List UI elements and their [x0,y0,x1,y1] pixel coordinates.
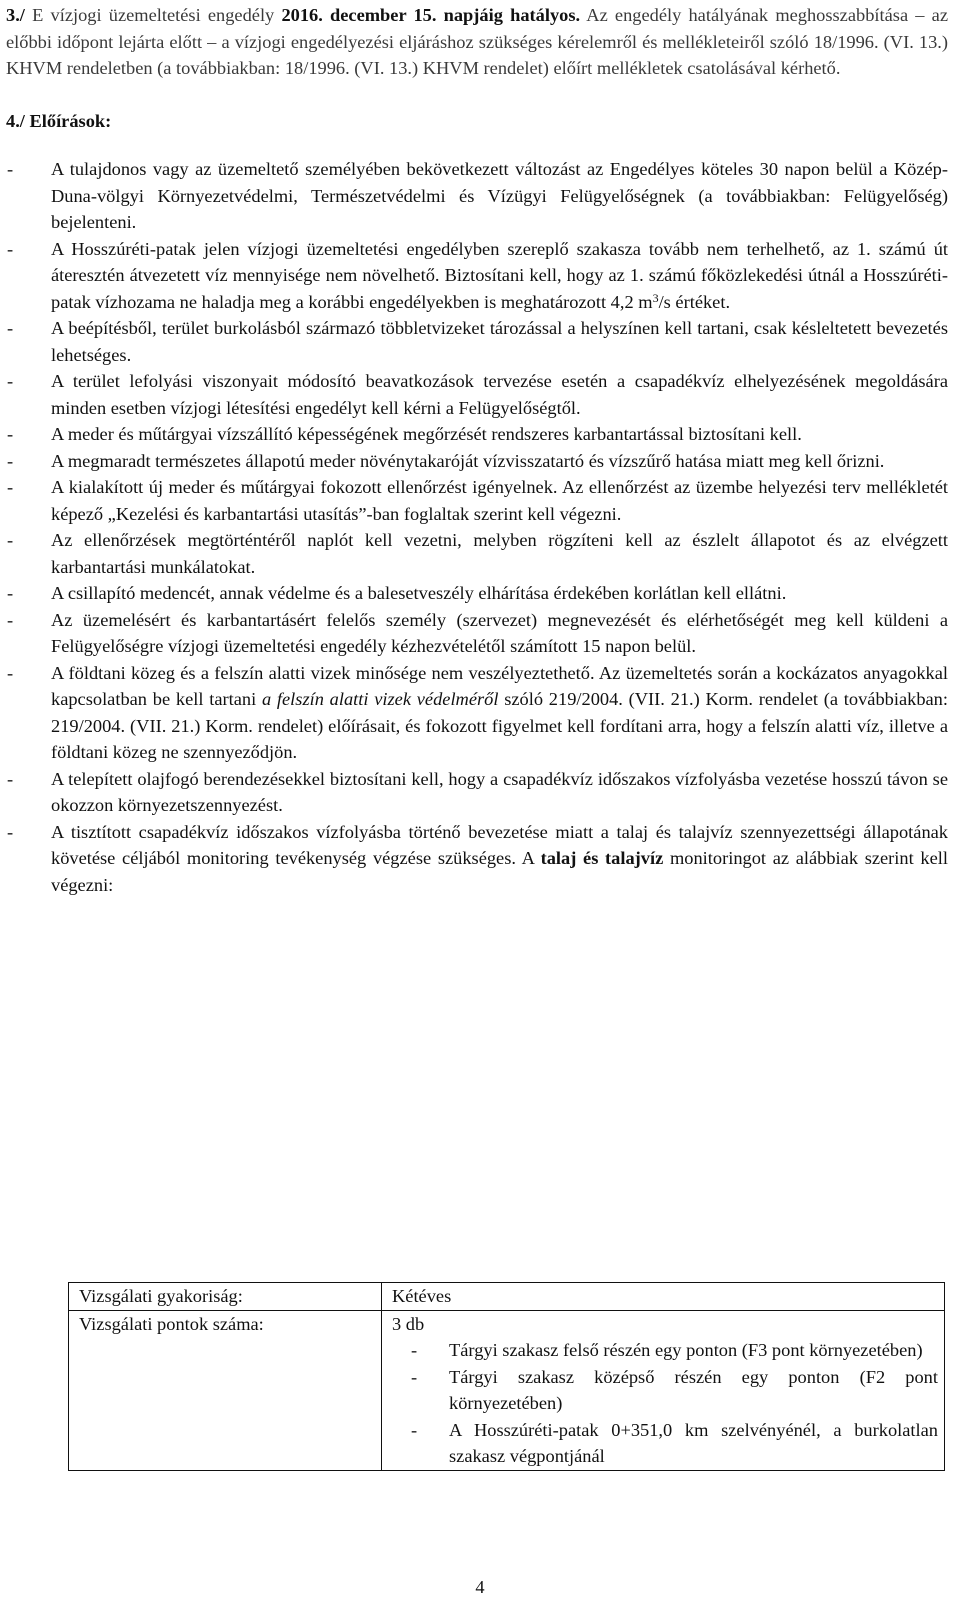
sampling-points-list [392,1337,938,1470]
table-cell-label: Vizsgálati gyakoriság: [69,1283,382,1311]
requirement-text: A meder és műtárgyai vízszállító képességének megőrzését rendszeres karbantartással biztosítani kell. [51,424,802,444]
requirement-item [6,660,948,766]
bullet-dash: - [7,530,14,550]
bullet-dash: - [7,159,14,179]
requirement-item [6,315,948,368]
requirement-item [6,819,948,899]
bullet-dash: - [7,821,14,842]
sampling-point [392,1417,938,1470]
table-cell-label: Vizsgálati pontok száma: [69,1310,382,1470]
table-row [69,1283,945,1311]
requirement-item [6,421,948,448]
section-3-paragraph [6,2,948,82]
sampling-point-text: Tárgyi szakasz középső részén egy ponton (F2 pont környezetében) [449,1366,938,1413]
requirement-item [6,527,948,580]
points-count: 3 db [392,1313,425,1334]
section-3-number: 3./ [6,5,25,25]
italic-title: a felszín alatti vizek védelméről [261,689,499,709]
bullet-dash: - [7,371,14,391]
requirement-item [6,607,948,660]
bullet-dash: - [411,1419,418,1440]
bullet-dash: - [7,583,14,603]
requirement-text: A tulajdonos vagy az üzemeltető személyében bekövetkezett változást az Engedélyes köteles 30 napon belül a Közép-Duna-völgyi Környezetvédelmi, Természetvédelmi és Vízügyi Felügyelőségnek (a továbbiakban: Felügyelőség) bejelenteni. [51,159,948,232]
bullet-dash: - [7,477,14,497]
bullet-dash: - [411,1340,418,1360]
validity-date: 2016. december 15. napjáig hatályos. [281,5,581,25]
requirement-text: A beépítésből, terület burkolásból származó többletvizeket tározással a helyszínen kell tartani, csak késleltetett bevezetés lehetséges. [51,318,948,365]
requirement-text: A csillapító medencét, annak védelme és a balesetveszély elhárítása érdekében korlátlan kell ellátni. [51,583,787,603]
requirement-item [6,156,948,236]
requirement-text: A földtani közeg és a felszín alatti vizek minősége nem veszélyeztethető. Az üzemeltetés során a kockázatos anyagokkal kapcsolatban be kell tartani [51,662,948,709]
spacer [6,82,948,108]
bullet-dash: - [7,424,14,444]
requirement-text-end: monitoringot az alábbiak szerint kell végezni: [51,848,948,895]
monitoring-table [68,1282,945,1471]
requirement-text: A kialakított új meder és műtárgyai fokozott ellenőrzést igényelnek. Az ellenőrzést az üzembe helyezési terv mellékletét képező „Kezelési és karbantartási utasítás”-ban foglaltak szerint kell végezni. [51,477,948,524]
requirement-text: A telepített olajfogó berendezésekkel biztosítani kell, hogy a csapadékvíz időszakos vízfolyásba vezetése hosszú távon se okozzon környezetszennyezést. [51,768,948,815]
requirement-text-end: szóló 219/2004. (VII. 21.) Korm. rendelet (a továbbiakban: 219/2004. (VII. 21.) Korm. rendelet) előírásait, és fokozott figyelmet kell fordítani arra, hogy a felszín alatti víz, illetve a földtani közeg ne szennyeződjön. [51,689,948,762]
table-row [69,1310,945,1470]
page-number: 4 [475,1577,485,1597]
bullet-dash: - [7,238,14,259]
bullet-dash: - [7,318,14,338]
bullet-dash: - [7,450,14,471]
sampling-point [392,1364,938,1417]
bold-phrase: talaj és talajvíz [540,848,664,868]
requirement-text-end: /s értéket. [658,291,731,312]
document-page [6,2,948,898]
requirement-text: A Hosszúréti-patak jelen vízjogi üzemeltetési engedélyben szereplő szakasza tovább nem terhelhető, az 1. számú út áteresztén átvezetett víz mennyisége nem növelhető. Biztosítani kell, hogy az 1. számú főközlekedési útnál a Hosszúréti-patak vízhozama ne haladja meg a korábbi engedélyekben is meghatározott 4,2 m [51,238,948,312]
requirement-item [6,448,948,475]
requirement-text: A tisztított csapadékvíz időszakos vízfolyásba történő bevezetése miatt a talaj és talajvíz szennyezettségi állapotának követése céljából monitoring tevékenység végzése szükséges. A [51,821,948,868]
section-3-text-end: Az engedély hatályának meghosszabbítása – az előbbi időpont lejárta előtt – a vízjogi engedélyezési eljáráshoz szükséges kérelemről és mellékleteiről szóló 18/1996. (VI. 13.) KHVM rendeletben (a továbbiakban: 18/1996. (VI. 13.) KHVM rendelet) előírt mellékletek csatolásával kérhető. [6,5,948,78]
sampling-point-text: Tárgyi szakasz felső részén egy ponton (F3 pont környezetében) [449,1340,923,1360]
table-cell-value: Kétéves [382,1283,945,1311]
requirements-list [6,156,948,898]
requirement-item [6,236,948,316]
table-cell-value [382,1310,945,1470]
requirement-text: Az üzemelésért és karbantartásért felelős személy (szervezet) megnevezését és elérhetőségét meg kell küldeni a Felügyelőségre vízjogi üzemeltetési engedély kézhezvételétől számított 15 napon belül. [51,609,948,656]
bullet-dash: - [411,1366,418,1387]
bullet-dash: - [7,662,14,683]
requirement-item [6,474,948,527]
requirement-item [6,766,948,819]
sampling-point [392,1337,938,1364]
bullet-dash: - [7,609,14,630]
bullet-dash: - [7,768,14,789]
section-3-text-start: E vízjogi üzemeltetési engedély [24,5,282,25]
sampling-point-text: A Hosszúréti-patak 0+351,0 km szelvényénél, a burkolatlan szakasz végpontjánál [449,1419,938,1466]
requirement-text: Az ellenőrzések megtörténtéről naplót kell vezetni, melyben rögzíteni kell az észlelt állapotot és az elvégzett karbantartási munkálatokat. [51,530,948,577]
superscript: 3 [652,290,659,305]
requirement-item [6,368,948,421]
requirement-text: A megmaradt természetes állapotú meder növénytakaróját vízvisszatartó és vízszűrő hatása miatt meg kell őrizni. [51,450,885,471]
requirement-text: A terület lefolyási viszonyait módosító beavatkozások tervezése esetén a csapadékvíz elhelyezésének megoldására minden esetben vízjogi létesítési engedélyt kell kérni a Felügyelőségtől. [51,371,948,418]
requirement-item [6,580,948,607]
section-4-heading: 4./ Előírások: [6,110,112,131]
